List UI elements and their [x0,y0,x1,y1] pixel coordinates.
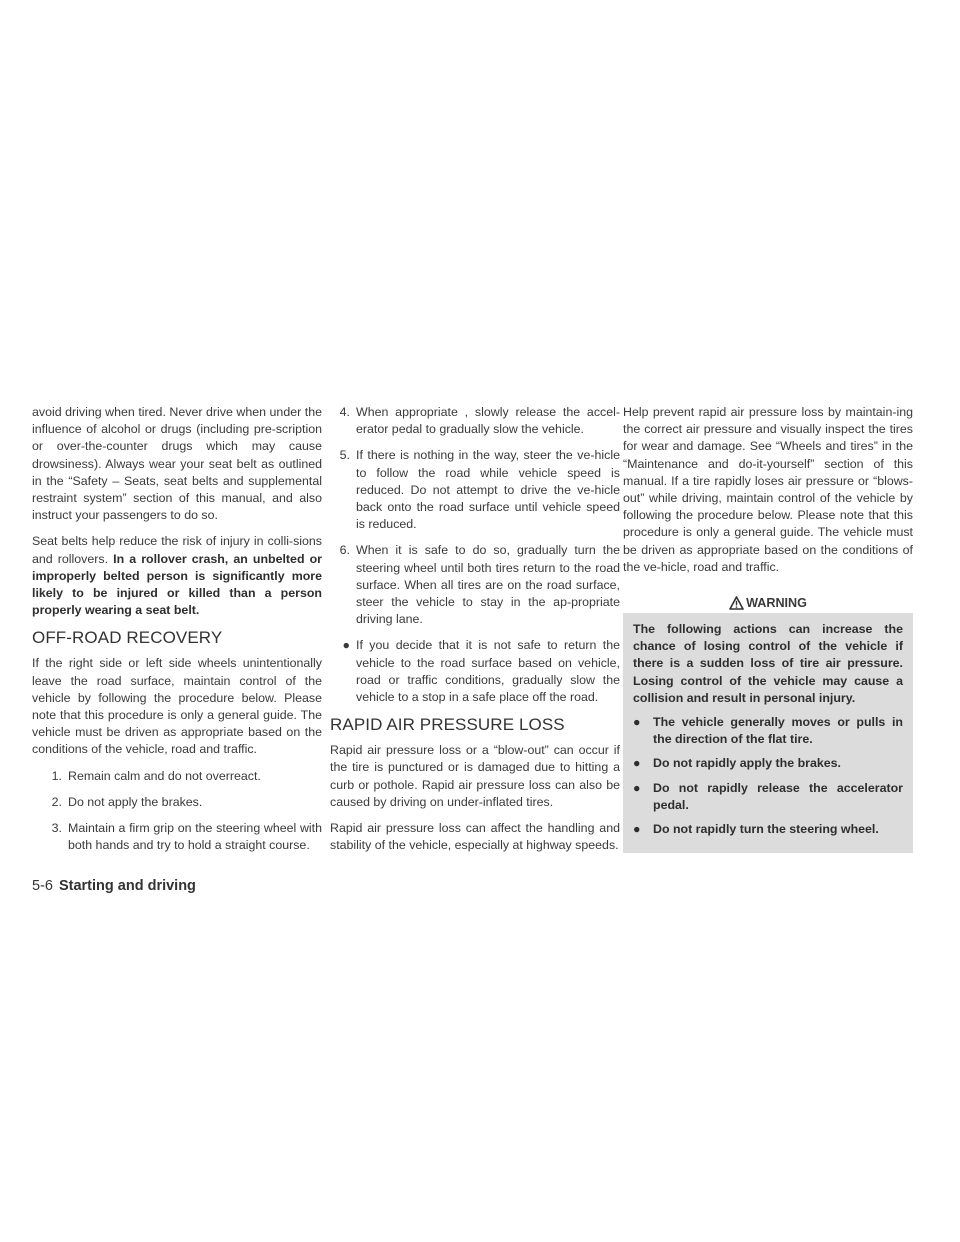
step-number: 2. [51,794,62,809]
warning-bullet-text: Do not rapidly release the accelerator pedal. [653,780,903,812]
list-item [633,714,903,748]
step-text: Remain calm and do not overreact. [68,768,261,783]
step-text: If there is nothing in the way, steer the ve-hicle to follow the road while vehicle speed is reduced. Do not attempt to drive the ve-hicle back onto the road surface until vehicle speed is reduced. [356,448,620,532]
paragraph-prevent-air-loss: Help prevent rapid air pressure loss by maintain-ing the correct air pressure and visually inspect the tires for wear and damage. See “Wheels and tires” in the “Maintenance and do-it-yourself” section of this manual. If a tire rapidly loses air pressure or “blows-out” while driving, maintain control of the vehicle by following the procedure below. Please note that this procedure is only a general guide. The vehicle must be driven as appropriate based on the conditions of the ve-hicle, road and traffic. [623,405,913,574]
bullet-icon: ● [633,780,641,795]
warning-bullet-text: Do not rapidly apply the brakes. [653,756,841,771]
list-item [330,404,620,438]
section-title: Starting and driving [58,878,196,894]
bullet-icon: ● [633,715,641,730]
list-item [32,768,322,785]
seat-belts-bold-text: In a rollover crash, an unbelted or improperly belted person is significantly more likely to be injured or killed than a person properly wearing a seat belt. [32,551,322,618]
step-number: 3. [51,821,62,836]
paragraph-handling: Rapid air pressure loss can affect the handling and stability of the vehicle, especially at highway speeds. [330,821,620,853]
list-item [633,755,903,772]
step-number: 4. [339,405,350,419]
list-item [32,794,322,811]
step-text: Do not apply the brakes. [68,794,203,809]
page-number: 5-6 [32,878,53,894]
list-item [633,780,903,814]
list-item [633,821,903,838]
warning-bullet-text: Do not rapidly turn the steering wheel. [653,822,879,837]
page-footer [32,878,196,894]
step-text: When it is safe to do so, gradually turn the steering wheel until both tires return to the road surface. When all tires are on the road surface, steer the vehicle to stay in the ap-propriate driving lane. [356,543,620,627]
bullet-text: If you decide that it is not safe to return the vehicle to the road surface based on vehicle, road or traffic conditions, gradually slow the vehicle to a stop in a safe place off the road. [356,638,620,705]
paragraph-driving-tired: avoid driving when tired. Never drive when under the influence of alcohol or drugs (including pre-scription or over-the-counter drugs which may cause drowsiness). Always wear your seat belt as outlined in the “Safety – Seats, seat belts and supplemental restraint system” section of this manual, and also instruct your passengers to do so. [32,405,322,523]
warning-header [623,593,913,613]
list-item [330,637,620,706]
list-item [32,820,322,854]
step-number: 6. [339,543,350,558]
heading-rapid-air-pressure-loss: RAPID AIR PRESSURE LOSS [330,715,565,735]
step-text: Maintain a firm grip on the steering wheel with both hands and try to hold a straight course. [68,821,322,853]
paragraph-off-road-intro: If the right side or left side wheels unintentionally leave the road surface, maintain control of the vehicle by following the procedure below. Please note that this procedure is only a general guide. The vehicle must be driven as appropriate based on the conditions of the vehicle, road and traffic. [32,656,322,757]
heading-off-road-recovery: OFF-ROAD RECOVERY [32,628,223,648]
column-1 [32,404,322,863]
list-item [330,542,620,628]
warning-title: WARNING [746,596,807,611]
paragraph-seat-belts [32,533,322,619]
step-number: 1. [51,768,62,783]
bullet-icon: ● [342,638,350,653]
step-text: When appropriate , slowly release the accel-erator pedal to gradually slow the vehicle. [356,405,620,437]
warning-intro: The following actions can increase the chance of losing control of the vehicle if there is a sudden loss of tire air pressure. Losing control of the vehicle may cause a collision and result in personal injury. [633,622,903,705]
list-item [330,447,620,533]
step-number: 5. [339,448,350,463]
warning-triangle-icon [729,596,744,616]
bullet-icon: ● [633,756,641,771]
warning-bullet-text: The vehicle generally moves or pulls in the direction of the flat tire. [653,715,903,747]
column-3 [623,404,913,853]
column-2 [330,404,620,863]
bullet-icon: ● [633,822,641,837]
seat-belts-text: Seat belts help reduce the risk of injury in colli-sions and rollovers. [32,534,322,566]
warning-box [623,613,913,853]
paragraph-blow-out: Rapid air pressure loss or a “blow-out” can occur if the tire is punctured or is damaged due to hitting a curb or pothole. Rapid air pressure loss can also be caused by driving on under-inflated tires. [330,743,620,809]
